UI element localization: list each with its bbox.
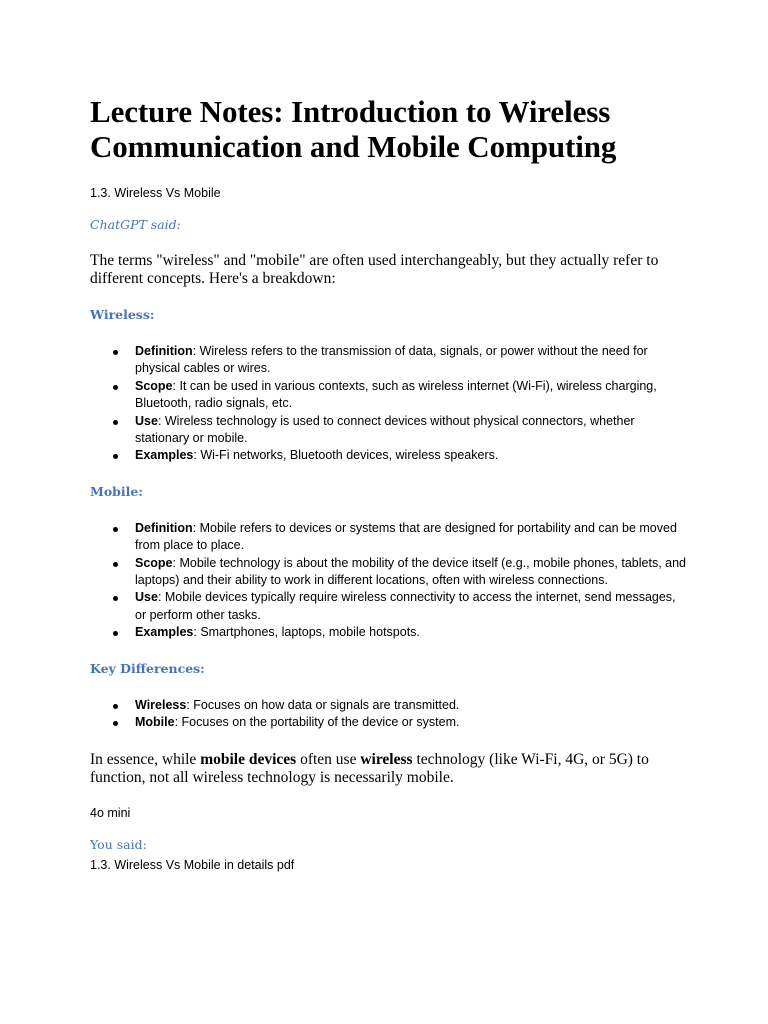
list-item-term: Use <box>135 413 158 428</box>
bullet-icon <box>113 527 118 532</box>
document-title: Lecture Notes: Introduction to Wireless Communication and Mobile Computing <box>90 94 617 164</box>
list-item-term: Examples <box>135 625 194 640</box>
list-item-text: : Smartphones, laptops, mobile hotspots. <box>193 625 420 640</box>
bullet-icon <box>113 420 118 425</box>
document-page <box>90 94 690 873</box>
list-item-term: Wireless <box>135 697 187 712</box>
list-item-text: : It can be used in various contexts, such as wireless internet (Wi-Fi), wireless charging, Bluetooth, radio signals, etc. <box>135 378 657 411</box>
intro-paragraph: The terms "wireless" and "mobile" are often used interchangeably, but they actually refer to different concepts. Here's a breakdown: <box>90 252 659 287</box>
bullet-icon <box>113 562 118 567</box>
list-item-text: : Wireless refers to the transmission of data, signals, or power without the need for physical cables or wires. <box>135 344 648 376</box>
key-differences-heading: Key Differences: <box>90 660 205 676</box>
bullet-icon <box>113 385 118 390</box>
list-item <box>90 624 690 641</box>
list-item-text: : Wi-Fi networks, Bluetooth devices, wireless speakers. <box>193 448 499 463</box>
key-differences-list <box>90 697 690 732</box>
mobile-list <box>90 520 690 642</box>
bullet-icon <box>113 596 118 601</box>
list-item <box>90 555 690 590</box>
list-item-text: : Mobile refers to devices or systems that are designed for portability and can be moved from place to place. <box>135 520 677 553</box>
you-said-label: You said: <box>90 836 147 852</box>
list-item-text: : Wireless technology is used to connect devices without physical connectors, whether stationary or mobile. <box>135 413 635 446</box>
bullet-icon <box>113 350 118 355</box>
list-item-term: Definition <box>135 344 193 358</box>
list-item-term: Scope <box>135 555 173 570</box>
list-item-text: : Mobile technology is about the mobility of the device itself (e.g., mobile phones, tablets, and laptops) and their ability to work in different locations, often with wireless connections. <box>135 555 687 588</box>
list-item <box>90 520 690 555</box>
bullet-icon <box>113 721 118 726</box>
conclusion-text: technology (like Wi-Fi, 4G, or 5G) to function, not all wireless technology is necessarily mobile. <box>90 750 649 786</box>
chatgpt-said-label: ChatGPT said: <box>90 217 181 232</box>
conclusion-paragraph <box>90 751 690 787</box>
model-label: 4o mini <box>90 805 131 820</box>
list-item <box>90 447 690 464</box>
list-item-text: : Focuses on the portability of the device or system. <box>174 715 460 730</box>
list-item <box>90 589 690 624</box>
bullet-icon <box>113 631 118 636</box>
list-item-term: Mobile <box>135 715 175 730</box>
list-item-text: : Focuses on how data or signals are transmitted. <box>186 697 460 712</box>
list-item-text: : Mobile devices typically require wireless connectivity to access the internet, send messages, or perform other tasks. <box>135 590 676 622</box>
wireless-list <box>90 343 690 465</box>
conclusion-text: often use <box>296 750 361 768</box>
mobile-heading: Mobile: <box>90 483 143 499</box>
list-item-term: Definition <box>135 520 193 535</box>
list-item <box>90 697 690 714</box>
list-item-term: Scope <box>135 378 173 393</box>
list-item <box>90 714 690 731</box>
list-item-term: Use <box>135 590 158 605</box>
bullet-icon <box>113 454 118 459</box>
wireless-heading: Wireless: <box>90 307 155 322</box>
conclusion-bold-mobile-devices: mobile devices <box>200 750 297 768</box>
bullet-icon <box>113 704 118 709</box>
list-item <box>90 413 690 448</box>
conclusion-text: In essence, while <box>90 750 201 768</box>
user-query: 1.3. Wireless Vs Mobile in details pdf <box>90 857 295 872</box>
list-item <box>90 378 690 413</box>
conclusion-bold-wireless: wireless <box>360 750 413 768</box>
list-item-term: Examples <box>135 448 194 463</box>
section-subtitle: 1.3. Wireless Vs Mobile <box>90 186 221 200</box>
list-item <box>90 343 690 378</box>
